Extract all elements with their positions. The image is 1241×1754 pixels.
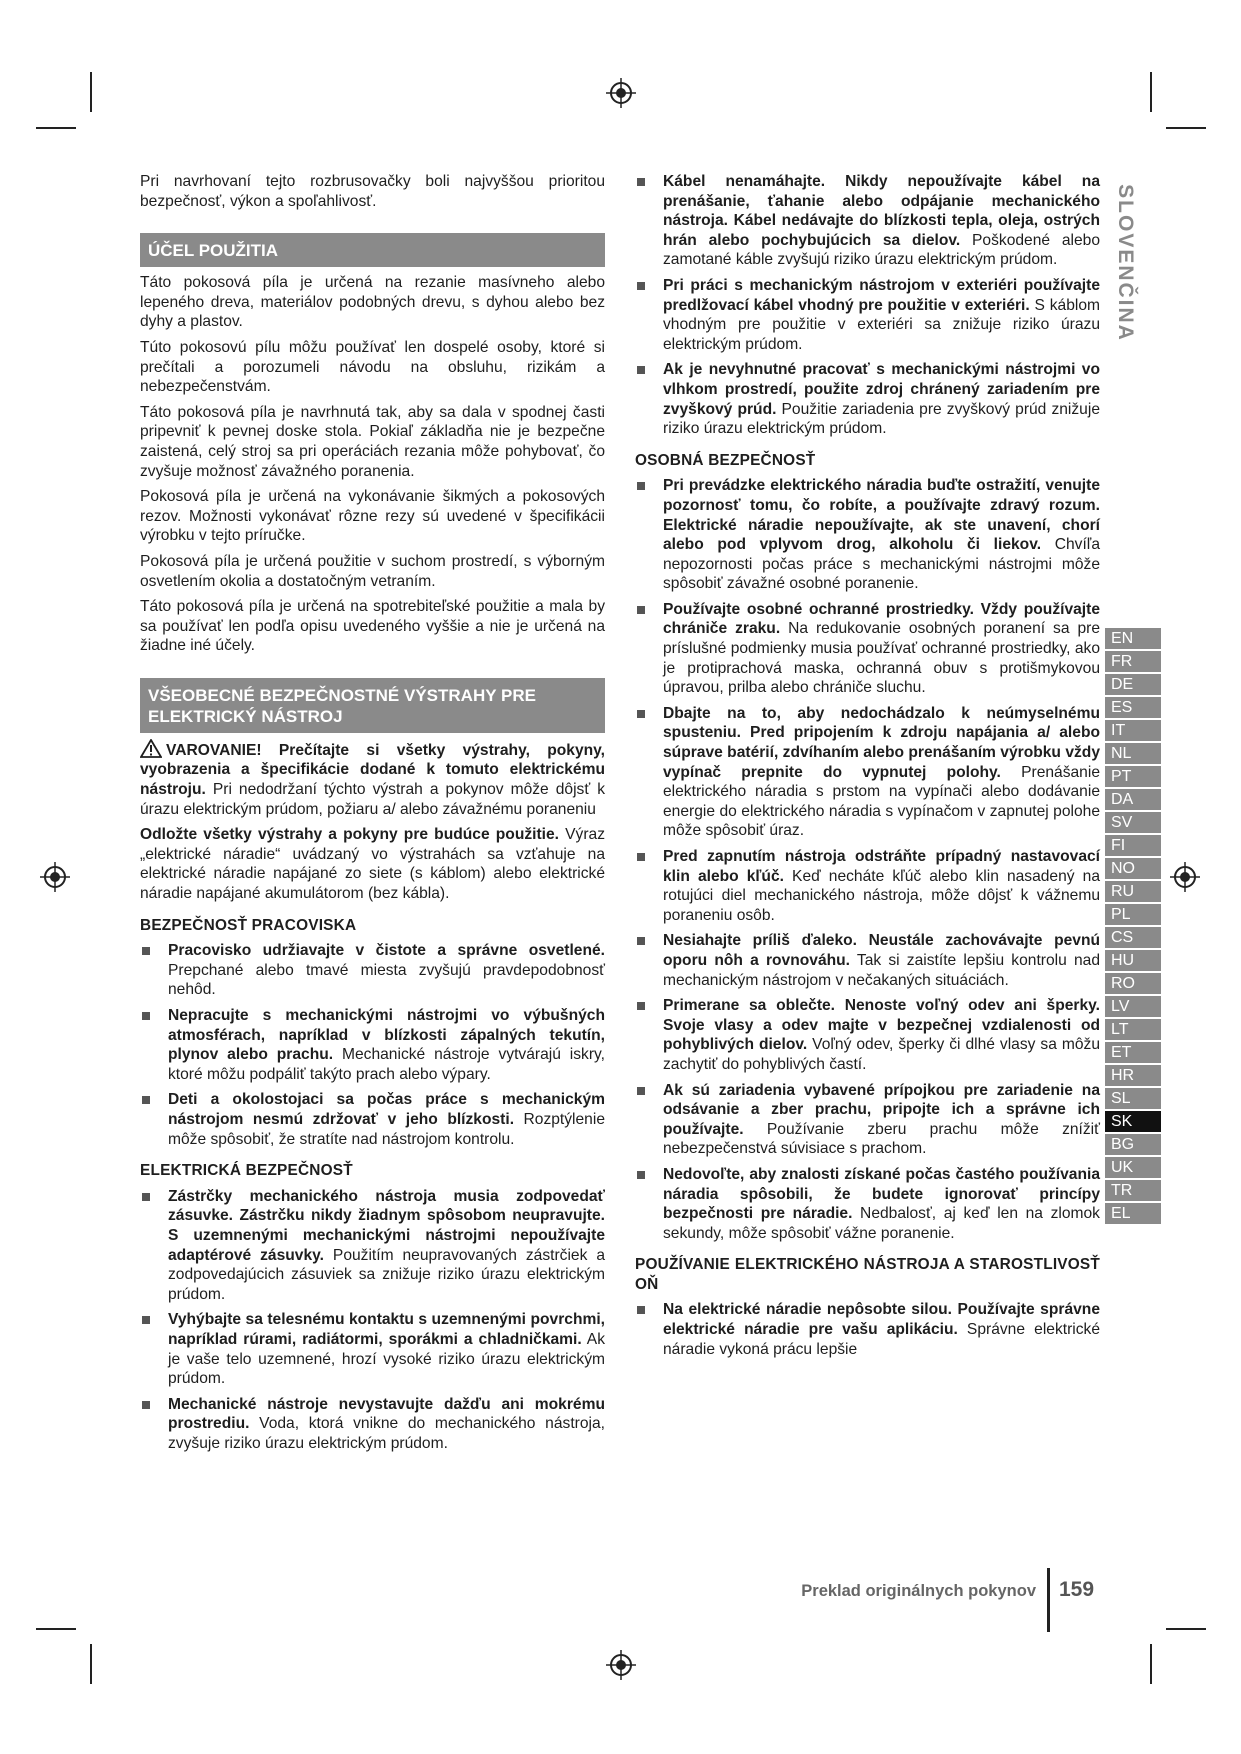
registration-mark-icon — [40, 862, 70, 892]
item-text: Správne elektrické náradie vykoná prácu lepšie — [663, 1321, 1101, 1358]
item-bold: Deti a okolostojaci sa počas práce s mechanickým nástrojom nesmú zdržovať v jeho blízkosti. — [168, 1091, 605, 1128]
language-tab-fi[interactable]: FI — [1105, 835, 1161, 856]
bullet-square-icon — [142, 1012, 150, 1020]
ucel-paragraph: Túto pokosovú pílu môžu používať len dospelé osoby, ktoré si prečítali a porozumeli návodu na obsluhu, rizikám a nebezpečenstvám. — [140, 338, 605, 396]
bullet-square-icon — [637, 1002, 645, 1010]
bullet-square-icon — [637, 482, 645, 490]
keep-text: Výraz „elektrické náradie“ uvádzaný vo výstrahách sa vzťahuje na elektrické náradie napájané zo siete (s káblom) alebo elektrické náradie napájané akumulátorom (bez kábla). — [140, 826, 605, 903]
keep-bold: Odložte všetky výstrahy a pokyny pre budúce použitie. — [140, 826, 559, 844]
bullet-square-icon — [142, 947, 150, 955]
item-bold: Nepracujte s mechanickými nástrojmi vo výbušných atmosférach, napríklad v blízkosti zápalných tekutín, plynov alebo prachu. — [168, 1007, 605, 1064]
section-heading-pracovisko: BEZPEČNOSŤ PRACOVISKA — [140, 916, 357, 934]
heading-line: VŠEOBECNÉ BEZPEČNOSTNÉ VÝSTRAHY PRE — [148, 685, 536, 705]
section-heading-ucel: ÚČEL POUŽITIA — [140, 233, 605, 267]
bullet-square-icon — [142, 1096, 150, 1104]
language-tab-es[interactable]: ES — [1105, 697, 1161, 718]
item-text: Voľný odev, šperky či dlhé vlasy sa môžu zachytiť do pohyblivých častí. — [663, 1036, 1100, 1073]
language-tab-cs[interactable]: CS — [1105, 927, 1161, 948]
left-column — [140, 172, 605, 1459]
list-item — [635, 931, 1100, 990]
item-bold: Dbajte na to, aby nedochádzalo k neúmyselnému spusteniu. Pred pripojením k zdroju napájania a/ alebo súprave batérií, zdvíhaním alebo prenášaním výrobku vždy vypínač prepnite do vypnutej polohy. — [663, 704, 1100, 781]
item-text: Používanie zberu prachu môže znížiť nebezpečenstvá súvisiace s prachom. — [663, 1120, 1100, 1158]
list-item — [140, 1187, 605, 1305]
language-tab-en[interactable]: EN — [1105, 628, 1161, 649]
list-item — [635, 1081, 1100, 1159]
item-text: Poškodené alebo zamotané káble zvyšujú riziko úrazu elektrickým prúdom. — [663, 231, 1100, 269]
list-item — [140, 1006, 605, 1084]
bullet-square-icon — [637, 1306, 645, 1314]
warning-triangle-icon — [140, 739, 162, 758]
list-item — [140, 1310, 605, 1388]
language-tab-pl[interactable]: PL — [1105, 904, 1161, 925]
list-item — [140, 1090, 605, 1149]
language-tab-lv[interactable]: LV — [1105, 996, 1161, 1017]
language-tab-ro[interactable]: RO — [1105, 973, 1161, 994]
item-text: Mechanické nástroje vytvárajú iskry, ktoré môžu podpáliť takýto prach alebo výpary. — [168, 1046, 606, 1083]
item-bold: Ak je nevyhnutné pracovať s mechanickými nástrojmi vo vlhkom prostredí, použite zdroj chránený zariadením pre zvyškový prúd. — [663, 361, 1100, 418]
bullet-square-icon — [637, 1171, 645, 1179]
item-text: Prenášanie elektrického náradia s prstom na vypínači alebo dodávanie energie do elektrického náradia s vypínačom v zapnutej polohe môže spôsobiť úraz. — [663, 763, 1100, 840]
crop-mark — [1150, 1644, 1152, 1684]
item-bold: Zástrčky mechanického nástroja musia zodpovedať zásuvke. Zástrčku nikdy žiadnym spôsobom neupravujte. S uzemnenými mechanickými nástrojmi nepoužívajte adaptérové zásuvky. — [168, 1187, 605, 1264]
language-tab-strip — [1105, 628, 1161, 1226]
item-text: Nedbalosť, aj keď len na zlomok sekundy, môže spôsobiť vážne poranenie. — [663, 1205, 1100, 1242]
item-bold: Nedovoľte, aby znalosti získané počas častého používania náradia spôsobili, že budete ignorovať princípy bezpečnosti pre náradie. — [663, 1165, 1100, 1223]
ucel-paragraph: Táto pokosová píla je určená na rezanie masívneho alebo lepeného dreva, materiálov podobných drevu, s dyhou alebo bez dyhy a plastov. — [140, 274, 605, 331]
elektricka-list — [140, 1187, 605, 1454]
language-tab-sl[interactable]: SL — [1105, 1088, 1161, 1109]
section-heading-vseobecne — [140, 678, 605, 733]
footer-divider — [1047, 1568, 1050, 1632]
item-text: Voda, ktorá vnikne do mechanického nástroja, zvyšuje riziko úrazu elektrickým prúdom. — [168, 1415, 605, 1452]
pracovisko-list — [140, 941, 605, 1149]
page-footer — [760, 1568, 1140, 1608]
pouzivanie-list — [635, 1300, 1100, 1359]
language-tab-no[interactable]: NO — [1105, 858, 1161, 879]
language-tab-hr[interactable]: HR — [1105, 1065, 1161, 1086]
item-text: Rozptýlenie môže spôsobiť, že stratíte nad nástrojom kontrolu. — [168, 1110, 605, 1148]
item-bold: Na elektrické náradie nepôsobte silou. Používajte správne elektrické náradie pre vašu aplikáciu. — [663, 1301, 1100, 1339]
warning-text: Pri nedodržaní týchto výstrah a pokynov môže dôjsť k úrazu elektrickým prúdom, požiaru a/ alebo závažnému poraneniu — [140, 781, 605, 818]
ucel-paragraph: Pokosová píla je určená na vykonávanie šikmých a pokosových rezov. Možnosti vykonávať rôzne rezy sú uvedené v špecifikácii výrobku v tejto príručke. — [140, 488, 605, 545]
item-bold: Používajte osobné ochranné prostriedky. Vždy používajte chrániče zraku. — [663, 600, 1100, 638]
list-item — [635, 996, 1100, 1074]
item-text: Na redukovanie osobných poranení sa pre príslušné podmienky musia používať ochranné prostriedky, ako je protiprachová maska, ochranná obuv s protišmykovou úpravou, prilba alebo chrániče sluchu. — [663, 620, 1100, 697]
section-heading-osobna: OSOBNÁ BEZPEČNOSŤ — [635, 451, 816, 469]
list-item — [635, 1300, 1100, 1359]
side-label-text: SLOVENČINA — [1114, 184, 1137, 342]
list-item — [635, 276, 1100, 354]
item-bold: Primerane sa oblečte. Nenoste voľný odev ani šperky. Svoje vlasy a odev majte v bezpečnej vzdialenosti od pohyblivých dielov. — [663, 997, 1100, 1054]
item-text: Prepchané alebo tmavé miesta zvyšujú pravdepodobnosť nehôd. — [168, 961, 605, 999]
keep-instructions-paragraph — [140, 825, 605, 903]
bullet-square-icon — [637, 366, 645, 374]
crop-mark — [1166, 127, 1206, 129]
crop-mark — [1150, 72, 1152, 112]
language-tab-pt[interactable]: PT — [1105, 766, 1161, 787]
list-item — [635, 847, 1100, 925]
list-item — [635, 172, 1100, 270]
item-bold: Pri prevádzke elektrického náradia buďte ostražití, venujte pozornosť tomu, čo robíte, a používajte zdravý rozum. Elektrické náradie nepoužívajte, ak ste unavení, chorí alebo pod vplyvom drog, alkoholu či liekov. — [663, 477, 1100, 554]
item-bold: Ak sú zariadenia vybavené prípojkou pre zariadenie na odsávanie a zber prachu, pripojte ich a správne ich používajte. — [663, 1081, 1100, 1138]
warning-paragraph — [140, 739, 605, 819]
item-text: Použitím neupravovaných zástrčiek a zodpovedajúcich zásuviek sa znižuje riziko úrazu elektrickým prúdom. — [168, 1246, 605, 1303]
bullet-square-icon — [637, 937, 645, 945]
bullet-square-icon — [637, 710, 645, 718]
bullet-square-icon — [637, 853, 645, 861]
osobna-list — [635, 476, 1100, 1243]
list-item — [140, 941, 605, 1000]
section-heading-pouzivanie: POUŽÍVANIE ELEKTRICKÉHO NÁSTROJA A STAROSTLIVOSŤ OŇ — [635, 1256, 1100, 1293]
language-tab-hu[interactable]: HU — [1105, 950, 1161, 971]
footer-text: Preklad originálnych pokynov — [801, 1582, 1036, 1600]
ucel-paragraph: Táto pokosová píla je určená na spotrebiteľské použitie a mala by sa používať len podľa opisu uvedeného vyššie a nie je určená na žiadne iné účely. — [140, 598, 605, 655]
list-item — [635, 476, 1100, 594]
crop-mark — [90, 72, 92, 112]
bullet-square-icon — [637, 282, 645, 290]
item-bold: Kábel nenamáhajte. Nikdy nepoužívajte kábel na prenášanie, ťahanie alebo odpájanie mechanického nástroja. Kábel nedávajte do blízkosti tepla, oleja, ostrých hrán alebo pochybujúcich sa dielov. — [663, 173, 1100, 249]
language-side-label — [1110, 178, 1140, 348]
registration-mark-icon — [1170, 862, 1200, 892]
item-text: Použitie zariadenia pre zvyškový prúd znižuje riziko úrazu elektrickým prúdom. — [663, 400, 1100, 438]
item-text: S káblom vhodným pre použitie v exteriéri sa znižuje riziko úrazu elektrickým prúdom. — [663, 296, 1100, 353]
list-item — [635, 704, 1100, 841]
language-tab-el[interactable]: EL — [1105, 1203, 1161, 1224]
bullet-square-icon — [637, 606, 645, 614]
item-bold: Mechanické nástroje nevystavujte dažďu ani mokrému prostrediu. — [168, 1395, 605, 1433]
intro-text: Pri navrhovaní tejto rozbrusovačky boli najvyššou prioritou bezpečnosť, výkon a spoľahlivosť. — [140, 173, 605, 210]
bullet-square-icon — [142, 1401, 150, 1409]
language-tab-lt[interactable]: LT — [1105, 1019, 1161, 1040]
language-tab-sv[interactable]: SV — [1105, 812, 1161, 833]
language-tab-nl[interactable]: NL — [1105, 743, 1161, 764]
list-item — [635, 600, 1100, 698]
language-tab-uk[interactable]: UK — [1105, 1157, 1161, 1178]
item-text: Tak si zaistíte lepšiu kontrolu nad mechanickým nástrojom v nečakaných situáciách. — [663, 951, 1100, 989]
language-tab-de[interactable]: DE — [1105, 674, 1161, 695]
registration-mark-icon — [606, 1650, 636, 1680]
registration-mark-icon — [606, 78, 636, 108]
bullet-square-icon — [142, 1316, 150, 1324]
list-item — [635, 360, 1100, 438]
ucel-paragraph: Pokosová píla je určená použitie v suchom prostredí, s výborným osvetlením okolia a dostatočným vetraním. — [140, 552, 605, 590]
item-bold: Pracovisko udržiavajte v čistote a správne osvetlené. — [168, 942, 605, 960]
crop-mark — [36, 127, 76, 129]
language-tab-et[interactable]: ET — [1105, 1042, 1161, 1063]
bullet-square-icon — [637, 1087, 645, 1095]
crop-mark — [36, 1628, 76, 1630]
list-item — [635, 1165, 1100, 1243]
warning-bold: VAROVANIE! Prečítajte si všetky výstrahy, pokyny, vyobrazenia a špecifikácie dodané k tomuto elektrickému nástroju. — [140, 741, 605, 799]
item-text: Chvíľa nepozornosti počas práce s mechanickými nástrojmi môže spôsobiť závažné osobné poranenie. — [663, 536, 1100, 593]
right-column — [635, 172, 1100, 1365]
page-number: 159 — [1059, 1578, 1095, 1601]
crop-mark — [1166, 1628, 1206, 1630]
section-heading-elektricka: ELEKTRICKÁ BEZPEČNOSŤ — [140, 1162, 353, 1180]
item-text: Keď necháte kľúč alebo klin nasadený na rotujúci diel mechanického nástroja, môže dôjsť k vážnemu poraneniu osôb. — [663, 867, 1100, 924]
heading-line: ELEKTRICKÝ NÁSTROJ — [148, 706, 343, 726]
item-text: Ak je vaše telo uzemnené, hrozí vysoké riziko úrazu elektrickým prúdom. — [168, 1330, 605, 1388]
language-tab-tr[interactable]: TR — [1105, 1180, 1161, 1201]
crop-mark — [90, 1644, 92, 1684]
list-item — [140, 1395, 605, 1454]
language-tab-da[interactable]: DA — [1105, 789, 1161, 810]
item-bold: Nesiahajte príliš ďaleko. Neustále zachovávajte pevnú oporu nôh a rovnováhu. — [663, 932, 1100, 969]
bullet-square-icon — [142, 1193, 150, 1201]
language-tab-bg[interactable]: BG — [1105, 1134, 1161, 1155]
language-tab-ru[interactable]: RU — [1105, 881, 1161, 902]
bullet-square-icon — [637, 178, 645, 186]
item-bold: Pred zapnutím nástroja odstráňte prípadný nastavovací klin alebo kľúč. — [663, 848, 1100, 885]
item-bold: Pri práci s mechanickým nástrojom v exteriéri používajte predlžovací kábel vhodný pre použitie v exteriéri. — [663, 276, 1100, 314]
language-tab-it[interactable]: IT — [1105, 720, 1161, 741]
language-tab-sk[interactable]: SK — [1105, 1111, 1161, 1132]
ucel-paragraph: Táto pokosová píla je navrhnutá tak, aby sa dala v spodnej časti pripevniť k pevnej doske stola. Pokiaľ základňa nie je bezpečne zaistená, celý stroj sa pri operáciách rezania môže pohybovať, čo zvyšuje možnosť závažného poranenia. — [140, 403, 605, 480]
elektricka-list-continued — [635, 172, 1100, 439]
item-bold: Vyhýbajte sa telesnému kontaktu s uzemnenými povrchmi, napríklad rúrami, radiátormi, sporákmi a chladničkami. — [168, 1311, 605, 1348]
language-tab-fr[interactable]: FR — [1105, 651, 1161, 672]
